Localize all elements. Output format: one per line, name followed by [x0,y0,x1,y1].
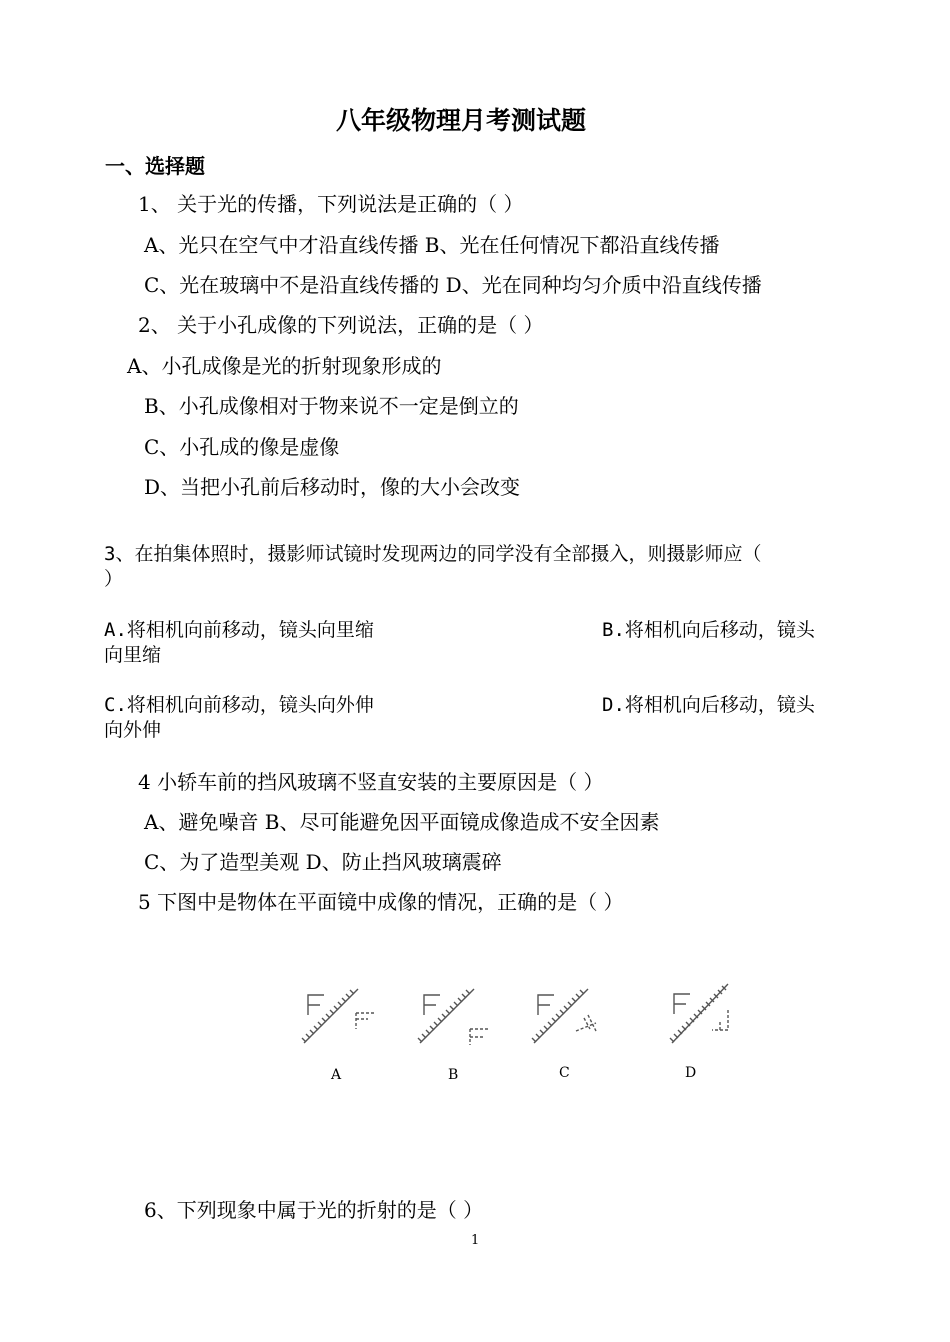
question-5-stem: 5 下图中是物体在平面镜中成像的情况，正确的是（ ） [138,890,624,914]
exam-title: 八年级物理月考测试题 [336,106,587,135]
figure-label-b: B [448,1067,459,1083]
section-heading-choice: 一、选择题 [105,154,205,178]
question-3-stem: 3、在拍集体照时，摄影师试镜时发现两边的同学没有全部摄入，则摄影师应（ [104,543,762,565]
question-4-stem: 4 小轿车前的挡风玻璃不竖直安装的主要原因是（ ） [138,770,604,794]
question-1-options-ab: A、光只在空气中才沿直线传播 B、光在任何情况下都沿直线传播 [144,233,720,257]
mirror-figure-c [528,985,608,1050]
figure-label-a: A [331,1067,342,1083]
question-3-stem-close: ） [104,568,124,590]
figure-label-d: D [685,1065,697,1081]
question-2-option-b: B、小孔成像相对于物来说不一定是倒立的 [144,394,519,418]
question-3-option-d: D.将相机向后移动，镜头 [602,694,815,716]
question-2-stem: 2、 关于小孔成像的下列说法，正确的是（ ） [138,313,544,337]
mirror-figure-a [298,985,378,1050]
question-3-option-b: B.将相机向后移动，镜头 [602,619,815,641]
figure-label-c: C [559,1065,570,1081]
question-3-option-d-wrap: 向外伸 [104,719,162,741]
question-6-stem: 6、下列现象中属于光的折射的是（ ） [144,1198,484,1222]
mirror-figure-b [414,985,494,1050]
question-3-option-a: A.将相机向前移动，镜头向里缩 [104,619,374,641]
mirror-figure-d [666,980,746,1050]
page-number: 1 [471,1233,480,1248]
question-4-options-cd: C、为了造型美观 D、防止挡风玻璃震碎 [144,850,502,874]
question-1-stem: 1、 关于光的传播，下列说法是正确的（ ） [138,192,524,216]
question-3-option-c: C.将相机向前移动，镜头向外伸 [104,694,374,716]
question-3-option-b-wrap: 向里缩 [104,644,162,666]
question-2-option-a: A、小孔成像是光的折射现象形成的 [127,354,442,378]
question-2-option-d: D、当把小孔前后移动时，像的大小会改变 [144,475,521,499]
question-2-option-c: C、小孔成的像是虚像 [144,435,340,459]
question-1-options-cd: C、光在玻璃中不是沿直线传播的 D、光在同种均匀介质中沿直线传播 [144,273,762,297]
question-4-options-ab: A、避免噪音 B、尽可能避免因平面镜成像造成不安全因素 [144,810,660,834]
